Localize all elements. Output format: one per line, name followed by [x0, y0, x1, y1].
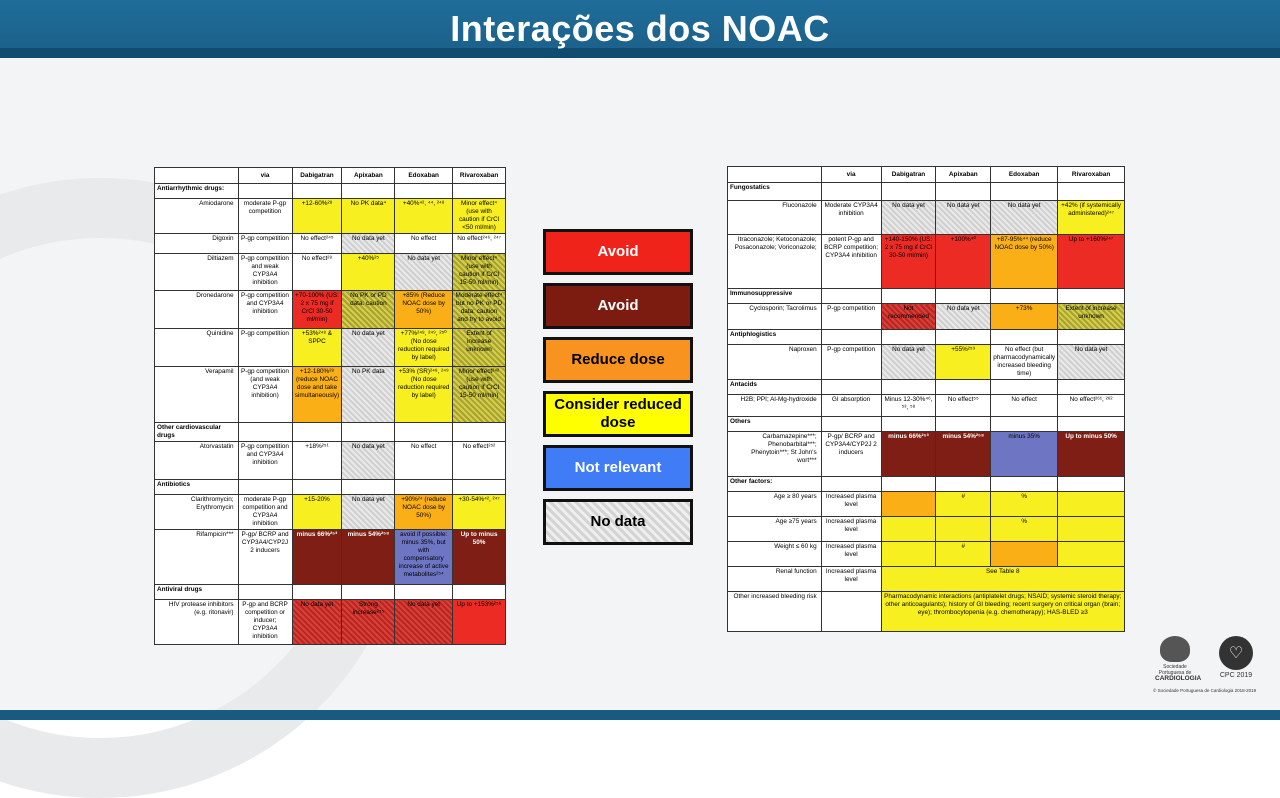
heart-ring-icon: ♡	[1219, 636, 1253, 670]
interaction-cell	[1058, 492, 1125, 517]
interaction-cell: minus 66%²⁵³	[881, 432, 936, 477]
interaction-cell: minus 54%²⁵⁸	[342, 530, 395, 585]
drug-row	[728, 345, 1125, 380]
interaction-cell: Extent of increase unknown	[1058, 304, 1125, 330]
drug-via: P-gp competition and weak CYP3A4 inhibition	[238, 254, 292, 291]
interaction-cell	[881, 492, 936, 517]
section-label: Fungostatics	[728, 183, 822, 201]
drug-row	[155, 234, 506, 254]
interaction-cell: No data yet	[881, 345, 936, 380]
interaction-cell: minus 35%	[991, 432, 1058, 477]
empty-cell	[936, 417, 991, 432]
drug-via: P-gp competition	[821, 345, 881, 380]
drug-name: Other increased bleeding risk	[728, 592, 822, 632]
interaction-cell: No data yet	[991, 201, 1058, 235]
interaction-cell: #	[936, 492, 991, 517]
drug-row	[728, 592, 1125, 632]
empty-cell	[991, 477, 1058, 492]
drug-name: Weight ≤ 60 kg	[728, 542, 822, 567]
empty-cell	[453, 480, 506, 495]
drug-row	[728, 201, 1125, 235]
drug-via: Increased plasma level	[821, 567, 881, 592]
section-header-row	[155, 184, 506, 199]
section-header-row	[155, 585, 506, 600]
legend-no-data: No data	[543, 499, 693, 545]
empty-cell	[991, 330, 1058, 345]
empty-cell	[342, 585, 395, 600]
interaction-cell: No effect	[395, 442, 453, 480]
empty-cell	[881, 330, 936, 345]
section-header-row	[728, 330, 1125, 345]
drug-name: Diltiazem	[155, 254, 239, 291]
interaction-cell: No data yet	[292, 600, 342, 645]
empty-cell	[1058, 477, 1125, 492]
interaction-cell: +53% (SR)²⁴⁸, ²⁴⁹ (No dose reduction required by label)	[395, 367, 453, 423]
drug-name: Carbamazepine***; Phenobarbital***; Phenytoin***; St John's wort***	[728, 432, 822, 477]
column-header: Apixaban	[342, 168, 395, 184]
interaction-cell: No data yet	[881, 201, 936, 235]
slide-title: Interações dos NOAC	[450, 8, 830, 49]
drug-row	[155, 600, 506, 645]
interaction-cell: Extent of increase unknown	[453, 329, 506, 367]
drug-via: moderate P-gp competition and CYP3A4 inhibition	[238, 495, 292, 530]
interaction-cell: +85% (Reduce NOAC dose by 50%)	[395, 291, 453, 329]
heart-emblem-icon	[1160, 636, 1190, 662]
drug-name: Rifampicin***	[155, 530, 239, 585]
table-header-row	[155, 168, 506, 184]
empty-cell	[821, 183, 881, 201]
empty-cell	[1058, 417, 1125, 432]
interaction-cell: +73%	[991, 304, 1058, 330]
empty-cell	[1058, 289, 1125, 304]
empty-cell	[936, 289, 991, 304]
drug-name: Itraconazole; Ketoconazole; Posaconazole; Voriconazole;	[728, 235, 822, 289]
drug-name: H2B; PPI; Al-Mg-hydroxide	[728, 395, 822, 417]
legend-not-relevant: Not relevant	[543, 445, 693, 491]
interaction-cell: No effect²⁴⁶, ²⁴⁷	[453, 234, 506, 254]
drug-via: GI absorption	[821, 395, 881, 417]
drug-name: Age ≥ 80 years	[728, 492, 822, 517]
column-header: Edoxaban	[991, 167, 1058, 183]
interaction-cell: avoid if possible: minus 35%, but with compensatory increase of active metabolites²⁵⁴	[395, 530, 453, 585]
drug-name: Fluconazole	[728, 201, 822, 235]
drug-via: Increased plasma level	[821, 492, 881, 517]
empty-cell	[821, 417, 881, 432]
empty-cell	[342, 184, 395, 199]
interaction-cell: +40%²⁵	[342, 254, 395, 291]
interaction-cell: No data yet	[342, 442, 395, 480]
drug-name: HIV protease inhibitors (e.g. ritonavir)	[155, 600, 239, 645]
interaction-cell: No data yet	[395, 254, 453, 291]
cpc-label: CPC 2019	[1219, 672, 1253, 679]
drug-via: Increased plasma level	[821, 517, 881, 542]
empty-cell	[342, 423, 395, 442]
interaction-cell: #	[936, 542, 991, 567]
empty-cell	[342, 480, 395, 495]
interaction-cell: No data yet	[395, 600, 453, 645]
section-label: Antacids	[728, 380, 822, 395]
drug-row	[728, 517, 1125, 542]
empty-cell	[821, 477, 881, 492]
interaction-cell: No effect	[395, 234, 453, 254]
empty-cell	[238, 423, 292, 442]
drug-row	[155, 254, 506, 291]
legend-avoid-dark: Avoid	[543, 283, 693, 329]
bottom-bar	[0, 710, 1280, 720]
interaction-cell: +87-95%⁴⁴ (reduce NOAC dose by 50%)	[991, 235, 1058, 289]
interaction-cell: No data yet	[1058, 345, 1125, 380]
interaction-cell: Up to minus 50%	[453, 530, 506, 585]
interaction-cell: +140-150% (US: 2 x 75 mg if CrCl 30-50 ml/min)	[881, 235, 936, 289]
empty-cell	[991, 183, 1058, 201]
drug-name: Renal function	[728, 567, 822, 592]
legend-consider-reduced-dose: Consider reduced dose	[543, 391, 693, 437]
empty-cell	[395, 423, 453, 442]
interaction-cell: +53%²⁴⁸ & SPPC	[292, 329, 342, 367]
drug-row	[155, 199, 506, 234]
interaction-cell	[936, 517, 991, 542]
column-header	[155, 168, 239, 184]
section-header-row	[728, 380, 1125, 395]
drug-via: P-gp competition	[238, 234, 292, 254]
empty-cell	[292, 423, 342, 442]
interaction-cell: +55%²⁵⁹	[936, 345, 991, 380]
drug-name: Quinidine	[155, 329, 239, 367]
interaction-cell: Minor effect⁴ (use with caution if CrCl <50 ml/min)	[453, 199, 506, 234]
interaction-cell: No PK or PD data: caution	[342, 291, 395, 329]
legend-reduce-dose: Reduce dose	[543, 337, 693, 383]
empty-cell	[238, 184, 292, 199]
empty-cell	[936, 477, 991, 492]
interaction-cell: Minor effect²⁴² (use with caution if CrCl 15-50 ml/min)	[453, 367, 506, 423]
interaction-cell: +40%⁴², ⁴⁴, ²⁴⁸	[395, 199, 453, 234]
empty-cell	[881, 380, 936, 395]
column-header: Dabigatran	[292, 168, 342, 184]
drug-via: P-gp and BCRP competition or inducer; CYP3A4 inhibition	[238, 600, 292, 645]
drug-row	[728, 432, 1125, 477]
empty-cell	[453, 423, 506, 442]
interaction-cell: +18%²⁵¹	[292, 442, 342, 480]
empty-cell	[881, 183, 936, 201]
empty-cell	[821, 380, 881, 395]
column-header: via	[821, 167, 881, 183]
interaction-cell: %	[991, 517, 1058, 542]
column-header	[728, 167, 822, 183]
interaction-cell: No effect²⁴⁵	[292, 234, 342, 254]
interaction-cell: Strong increase²⁵⁵	[342, 600, 395, 645]
interaction-cell: Up to +160%²⁴⁷	[1058, 235, 1125, 289]
spc-logo	[1155, 636, 1202, 682]
drug-via: P-gp competition and CYP3A4 inhibition	[238, 442, 292, 480]
section-label: Immunosuppressive	[728, 289, 822, 304]
drug-row	[728, 542, 1125, 567]
drug-via: potent P-gp and BCRP competition; CYP3A4 inhibition	[821, 235, 881, 289]
copyright-text: © Sociedade Portuguesa de Cardiologia 2018-2019	[1153, 688, 1257, 693]
empty-cell	[936, 183, 991, 201]
interaction-cell: minus 66%²⁵³	[292, 530, 342, 585]
section-label: Antiviral drugs	[155, 585, 239, 600]
column-header: Dabigatran	[881, 167, 936, 183]
drug-name: Verapamil	[155, 367, 239, 423]
empty-cell	[453, 585, 506, 600]
drug-row	[728, 235, 1125, 289]
section-header-row	[728, 477, 1125, 492]
interaction-cell: +12-60%²⁸	[292, 199, 342, 234]
drug-via: Moderate CYP3A4 inhibition	[821, 201, 881, 235]
merged-effect-cell: Pharmacodynamic interactions (antiplatelet drugs; NSAID; systemic steroid therapy; other anticoagulants); history of GI bleeding; recent surgery on critical organ (brain; eye); thrombocytopenia (e.g. chemotherapy); HAS-BLED ≥3	[881, 592, 1124, 632]
interaction-cell	[991, 542, 1058, 567]
empty-cell	[395, 480, 453, 495]
interaction-cell: No effect	[991, 395, 1058, 417]
empty-cell	[1058, 330, 1125, 345]
column-header: Apixaban	[936, 167, 991, 183]
empty-cell	[238, 585, 292, 600]
column-header: Rivaroxaban	[1058, 167, 1125, 183]
drug-via: P-gp/ BCRP and CYP3A4/CYP2J 2 inducers	[821, 432, 881, 477]
drug-row	[155, 367, 506, 423]
section-header-row	[728, 417, 1125, 432]
spc-name: CARDIOLOGIA	[1155, 675, 1202, 682]
drug-name: Clarithromycin; Erythromycin	[155, 495, 239, 530]
interaction-cell	[1058, 542, 1125, 567]
interaction-cell: No data yet	[936, 201, 991, 235]
drug-name: Atorvastatin	[155, 442, 239, 480]
drug-name: Dronedarone	[155, 291, 239, 329]
interaction-cell: Minor effect⁴ (use with caution if CrCl 15-50 ml/min)	[453, 254, 506, 291]
interaction-cell	[881, 542, 936, 567]
interaction-cell: No effect⁵⁵	[936, 395, 991, 417]
empty-cell	[936, 380, 991, 395]
interaction-cell: No effect (but pharmacodynamically increased bleeding time)	[991, 345, 1058, 380]
interaction-table-left	[154, 167, 506, 645]
drug-name: Naproxen	[728, 345, 822, 380]
interaction-cell: +42% (if systemically administered)²⁴⁷	[1058, 201, 1125, 235]
section-header-row	[728, 183, 1125, 201]
interaction-cell: Up to +153%²⁵⁶	[453, 600, 506, 645]
interaction-cell	[1058, 517, 1125, 542]
empty-cell	[881, 289, 936, 304]
interaction-cell: %	[991, 492, 1058, 517]
drug-row	[728, 395, 1125, 417]
section-label: Others	[728, 417, 822, 432]
drug-row	[155, 442, 506, 480]
drug-via: P-gp/ BCRP and CYP3A4/CYP2J 2 inducers	[238, 530, 292, 585]
drug-row	[155, 291, 506, 329]
drug-name: Amiodarone	[155, 199, 239, 234]
section-label: Other cardiovascular drugs	[155, 423, 239, 442]
drug-via: Increased plasma level	[821, 542, 881, 567]
legend-avoid-red: Avoid	[543, 229, 693, 275]
interaction-cell: +15-20%	[292, 495, 342, 530]
section-header-row	[728, 289, 1125, 304]
interaction-cell: Not recommended	[881, 304, 936, 330]
interaction-cell: +30-54%⁴², ²⁴⁷	[453, 495, 506, 530]
table-header-row	[728, 167, 1125, 183]
interaction-cell: No effect²⁶¹, ²⁶²	[1058, 395, 1125, 417]
drug-row	[728, 492, 1125, 517]
empty-cell	[453, 184, 506, 199]
interaction-cell: Minus 12-30%⁴⁶, ⁵³, ⁵⁸	[881, 395, 936, 417]
drug-via: P-gp competition	[821, 304, 881, 330]
drug-row	[155, 495, 506, 530]
empty-cell	[1058, 183, 1125, 201]
empty-cell	[821, 289, 881, 304]
section-header-row	[155, 423, 506, 442]
section-header-row	[155, 480, 506, 495]
interaction-cell: No effect²⁸	[292, 254, 342, 291]
section-label: Antiphlogistics	[728, 330, 822, 345]
interaction-cell: minus 54%²⁵⁸	[936, 432, 991, 477]
interaction-cell: No PK data⁴	[342, 199, 395, 234]
drug-row	[155, 329, 506, 367]
interaction-cell: +70-100% (US: 2 x 75 mg if CrCl 30-50 ml/min)	[292, 291, 342, 329]
column-header: Rivaroxaban	[453, 168, 506, 184]
empty-cell	[821, 330, 881, 345]
interaction-cell: No PK data	[342, 367, 395, 423]
empty-cell	[991, 289, 1058, 304]
empty-cell	[991, 417, 1058, 432]
drug-via: moderate P-gp competition	[238, 199, 292, 234]
empty-cell	[881, 477, 936, 492]
interaction-cell: No effect²⁵²	[453, 442, 506, 480]
empty-cell	[292, 480, 342, 495]
section-label: Antibiotics	[155, 480, 239, 495]
interaction-cell: No data yet	[936, 304, 991, 330]
interaction-cell: No data yet	[342, 495, 395, 530]
interaction-table-right	[727, 166, 1125, 632]
merged-effect-cell: See Table 8	[881, 567, 1124, 592]
interaction-cell: Up to minus 50%	[1058, 432, 1125, 477]
empty-cell	[292, 184, 342, 199]
drug-via	[821, 592, 881, 632]
drug-via: P-gp competition (and weak CYP3A4 inhibition)	[238, 367, 292, 423]
spc-society-text: Sociedade Portuguesa de	[1158, 664, 1192, 676]
interaction-cell: No data yet	[342, 234, 395, 254]
column-header: via	[238, 168, 292, 184]
empty-cell	[1058, 380, 1125, 395]
drug-via: P-gp competition	[238, 329, 292, 367]
interaction-cell: +12-180%²⁸ (reduce NOAC dose and take simultaneously)	[292, 367, 342, 423]
empty-cell	[395, 585, 453, 600]
empty-cell	[881, 417, 936, 432]
empty-cell	[991, 380, 1058, 395]
empty-cell	[238, 480, 292, 495]
interaction-cell: +77%²⁴⁸, ²⁴⁹, ²⁵⁰ (No dose reduction required by label)	[395, 329, 453, 367]
drug-name: Digoxin	[155, 234, 239, 254]
interaction-cell: +100%⁴⁰	[936, 235, 991, 289]
section-label: Antiarrhythmic drugs:	[155, 184, 239, 199]
drug-name: Cyclosporin; Tacrolimus	[728, 304, 822, 330]
empty-cell	[936, 330, 991, 345]
empty-cell	[395, 184, 453, 199]
interaction-cell	[881, 517, 936, 542]
drug-name: Age ≥75 years	[728, 517, 822, 542]
interaction-cell: No data yet	[342, 329, 395, 367]
interaction-cell: +90%²⁴ (reduce NOAC dose by 50%)	[395, 495, 453, 530]
drug-row	[728, 304, 1125, 330]
drug-via: P-gp competition and CYP3A4 inhibition	[238, 291, 292, 329]
column-header: Edoxaban	[395, 168, 453, 184]
section-label: Other factors:	[728, 477, 822, 492]
drug-row	[155, 530, 506, 585]
drug-row	[728, 567, 1125, 592]
interaction-cell: Moderate effect⁴ but no PK or PD data: caution and try to avoid	[453, 291, 506, 329]
cpc-logo	[1216, 636, 1256, 679]
empty-cell	[292, 585, 342, 600]
